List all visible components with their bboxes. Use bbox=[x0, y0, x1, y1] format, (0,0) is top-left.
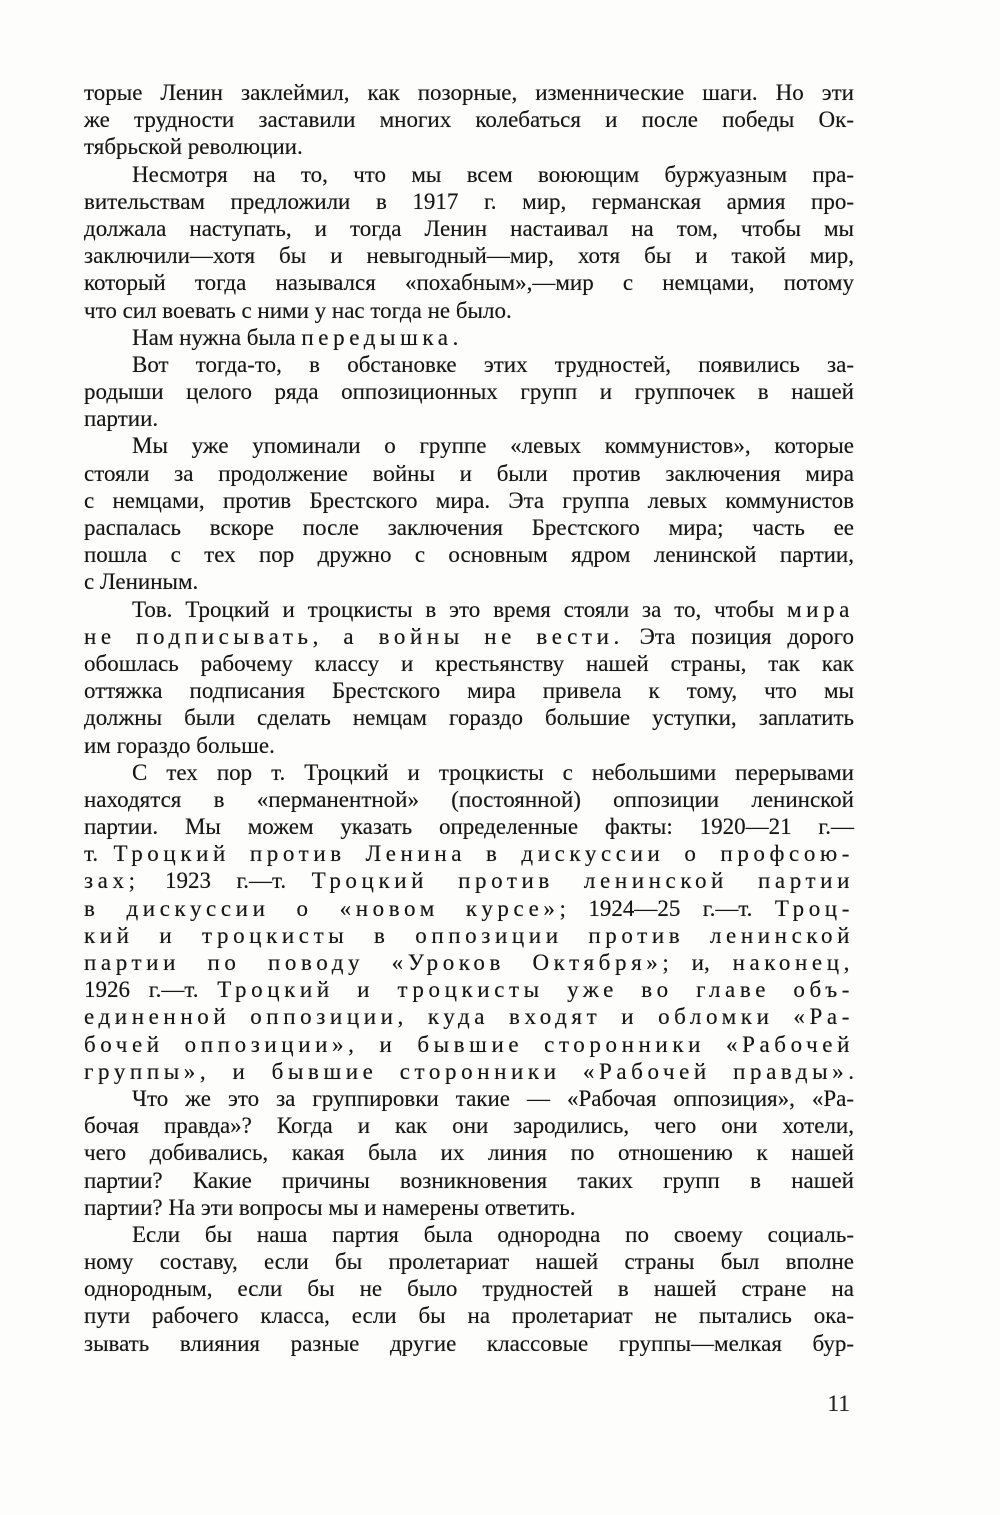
text-segment: Тов. Троцкий и троцкисты в это время стояли за то, чтобы bbox=[132, 596, 788, 622]
paragraph bbox=[84, 759, 854, 1085]
emphasized-text: кий и троцкисты в оппозиции против ленинской bbox=[84, 922, 854, 948]
text-line bbox=[84, 242, 854, 269]
paragraph bbox=[84, 432, 854, 595]
text-line bbox=[84, 487, 854, 514]
text-segment: тябрьской революции. bbox=[84, 134, 303, 160]
paragraph bbox=[84, 596, 854, 759]
emphasized-text: мира bbox=[787, 596, 854, 622]
text-line bbox=[84, 786, 854, 813]
text-line bbox=[84, 650, 854, 677]
text-segment: находятся в «перманентной» (постоянной) оппозиции ленинской bbox=[84, 786, 854, 812]
text-segment: что сил воевать с ними у нас тогда не было. bbox=[84, 297, 512, 323]
text-segment: распалась вскоре после заключения Брестского мира; часть ее bbox=[84, 515, 854, 540]
text-segment: Что же это за группировки такие — «Рабочая оппозиция», «Ра- bbox=[132, 1085, 854, 1111]
text-segment: чего добивались, какая была их линия по отношению к нашей bbox=[84, 1140, 854, 1166]
text-segment: т. bbox=[84, 841, 114, 867]
text-line bbox=[84, 867, 854, 894]
text-line bbox=[84, 215, 854, 242]
text-segment: пути рабочего класса, если бы на пролетариат не пытались ока- bbox=[84, 1303, 854, 1329]
text-line bbox=[84, 1085, 854, 1112]
text-line bbox=[84, 1058, 854, 1085]
text-line bbox=[84, 704, 854, 731]
text-line bbox=[84, 813, 854, 840]
text-line bbox=[84, 324, 854, 351]
paragraph bbox=[84, 324, 854, 351]
text-segment: оттяжка подписания Брестского мира привела к тому, что мы bbox=[84, 678, 854, 704]
text-segment: Вот тогда-то, в обстановке этих трудностей, появились за- bbox=[132, 351, 854, 377]
text-segment: торые Ленин заклеймил, как позорные, изменнические шаги. Но эти bbox=[84, 80, 854, 105]
text-segment: Эта позиция дорого bbox=[623, 623, 854, 649]
emphasized-text: бочей оппозиции», и бывшие сторонники «Рабочей bbox=[84, 1031, 854, 1057]
emphasized-text: Троцкий против ленинской партии bbox=[311, 868, 854, 894]
text-segment: вительствам предложили в 1917 г. мир, германская армия про- bbox=[84, 188, 854, 214]
emphasized-text: единенной оппозиции, куда входят и обломки «Ра- bbox=[84, 1004, 854, 1030]
paragraph bbox=[84, 79, 854, 161]
text-segment: стояли за продолжение войны и были против заключения мира bbox=[84, 460, 854, 486]
text-line bbox=[84, 133, 854, 160]
text-line bbox=[84, 161, 854, 188]
emphasized-text: группы», и бывшие сторонники «Рабочей правды» bbox=[84, 1058, 849, 1084]
text-segment: с немцами, против Брестского мира. Эта группа левых коммунистов bbox=[84, 487, 854, 513]
text-segment: ; и, bbox=[662, 950, 733, 975]
text-segment: родыши целого ряда оппозиционных групп и группочек в нашей bbox=[84, 379, 854, 405]
emphasized-text: в дискуссии о «новом курсе» bbox=[84, 895, 560, 921]
text-line bbox=[84, 1112, 854, 1139]
emphasized-text: партии по поводу «Уроков Октября» bbox=[84, 950, 663, 975]
text-segment: . bbox=[848, 1058, 854, 1084]
text-segment: должны были сделать немцам гораздо большие уступки, заплатить bbox=[84, 705, 854, 731]
text-line bbox=[84, 297, 854, 324]
emphasized-text: зах; bbox=[84, 868, 140, 894]
text-line bbox=[84, 541, 854, 568]
text-line bbox=[84, 949, 854, 976]
paragraph bbox=[84, 161, 854, 324]
emphasized-text: передышка bbox=[301, 324, 453, 350]
text-line bbox=[84, 759, 854, 786]
page-text bbox=[84, 79, 854, 1357]
text-line bbox=[84, 351, 854, 378]
text-segment: же трудности заставили многих колебаться и после победы Ок- bbox=[84, 107, 854, 133]
text-line bbox=[84, 1275, 854, 1302]
text-segment: с Лениным. bbox=[84, 569, 199, 595]
text-segment: Несмотря на то, что мы всем воюющим буржуазным пра- bbox=[132, 161, 854, 187]
emphasized-text: наконец, bbox=[732, 950, 854, 975]
text-line bbox=[84, 1302, 854, 1329]
text-segment: 1923 г.—т. bbox=[139, 868, 312, 894]
text-line bbox=[84, 1221, 854, 1248]
emphasized-text: Троцкий и троцкисты уже во главе объ- bbox=[217, 977, 854, 1003]
text-line bbox=[84, 1330, 854, 1357]
text-line bbox=[84, 922, 854, 949]
text-line bbox=[84, 79, 854, 106]
text-segment: должала наступать, и тогда Ленин настаивал на том, чтобы мы bbox=[84, 215, 854, 241]
text-segment: . bbox=[452, 324, 459, 350]
text-segment: пошла с тех пор дружно с основным ядром ленинской партии, bbox=[84, 542, 854, 568]
paragraph bbox=[84, 1085, 854, 1221]
text-segment: 1926 г.—т. bbox=[84, 977, 218, 1003]
text-line bbox=[84, 596, 854, 623]
paragraph bbox=[84, 351, 854, 433]
text-line bbox=[84, 677, 854, 704]
text-line bbox=[84, 840, 854, 867]
text-line bbox=[84, 460, 854, 487]
text-segment: зывать влияния разные другие классовые группы—мелкая бур- bbox=[84, 1330, 854, 1356]
emphasized-text: Троц- bbox=[774, 895, 854, 921]
text-line bbox=[84, 188, 854, 215]
text-segment: ному составу, если бы пролетариат нашей страны был вполне bbox=[84, 1249, 854, 1275]
text-segment: ; 1924—25 г.—т. bbox=[559, 895, 775, 921]
text-line bbox=[84, 895, 854, 922]
text-line bbox=[84, 732, 854, 759]
text-line bbox=[84, 568, 854, 595]
text-line bbox=[84, 1031, 854, 1058]
text-line bbox=[84, 1003, 854, 1030]
emphasized-text: Троцкий против Ленина в дискуссии о профсою- bbox=[113, 841, 854, 867]
text-line bbox=[84, 1167, 854, 1194]
text-line bbox=[84, 405, 854, 432]
emphasized-text: не подписывать, а войны не вести. bbox=[84, 623, 624, 649]
text-line bbox=[84, 269, 854, 296]
text-line bbox=[84, 106, 854, 133]
text-segment: партии. Мы можем указать определенные факты: 1920—21 г.— bbox=[84, 814, 854, 840]
text-line bbox=[84, 378, 854, 405]
text-line bbox=[84, 1248, 854, 1275]
text-segment: Если бы наша партия была однородна по своему социаль- bbox=[132, 1221, 854, 1247]
text-segment: Нам нужна была bbox=[132, 324, 302, 350]
text-segment: обошлась рабочему классу и крестьянству нашей страны, так как bbox=[84, 650, 854, 676]
text-line bbox=[84, 623, 854, 650]
text-segment: который тогда назывался «похабным»,—мир с немцами, потому bbox=[84, 270, 854, 296]
paragraph bbox=[84, 1221, 854, 1357]
text-line bbox=[84, 1194, 854, 1221]
text-segment: однородным, если бы не было трудностей в нашей стране на bbox=[84, 1276, 854, 1302]
text-segment: Мы уже упоминали о группе «левых коммунистов», которые bbox=[132, 433, 854, 459]
text-segment: заключили—хотя бы и невыгодный—мир, хотя бы и такой мир, bbox=[84, 243, 854, 269]
page-number: 11 bbox=[827, 1391, 850, 1417]
text-line bbox=[84, 514, 854, 541]
text-line bbox=[84, 1139, 854, 1166]
text-line bbox=[84, 976, 854, 1003]
text-segment: партии? Какие причины возникновения таких групп в нашей bbox=[84, 1167, 854, 1193]
text-segment: С тех пор т. Троцкий и троцкисты с небольшими перерывами bbox=[132, 759, 854, 785]
text-line bbox=[84, 432, 854, 459]
text-segment: им гораздо больше. bbox=[84, 732, 275, 758]
text-segment: партии. bbox=[84, 406, 159, 432]
text-segment: партии? На эти вопросы мы и намерены ответить. bbox=[84, 1194, 576, 1220]
text-segment: бочая правда»? Когда и как они зародились, чего они хотели, bbox=[84, 1113, 854, 1139]
